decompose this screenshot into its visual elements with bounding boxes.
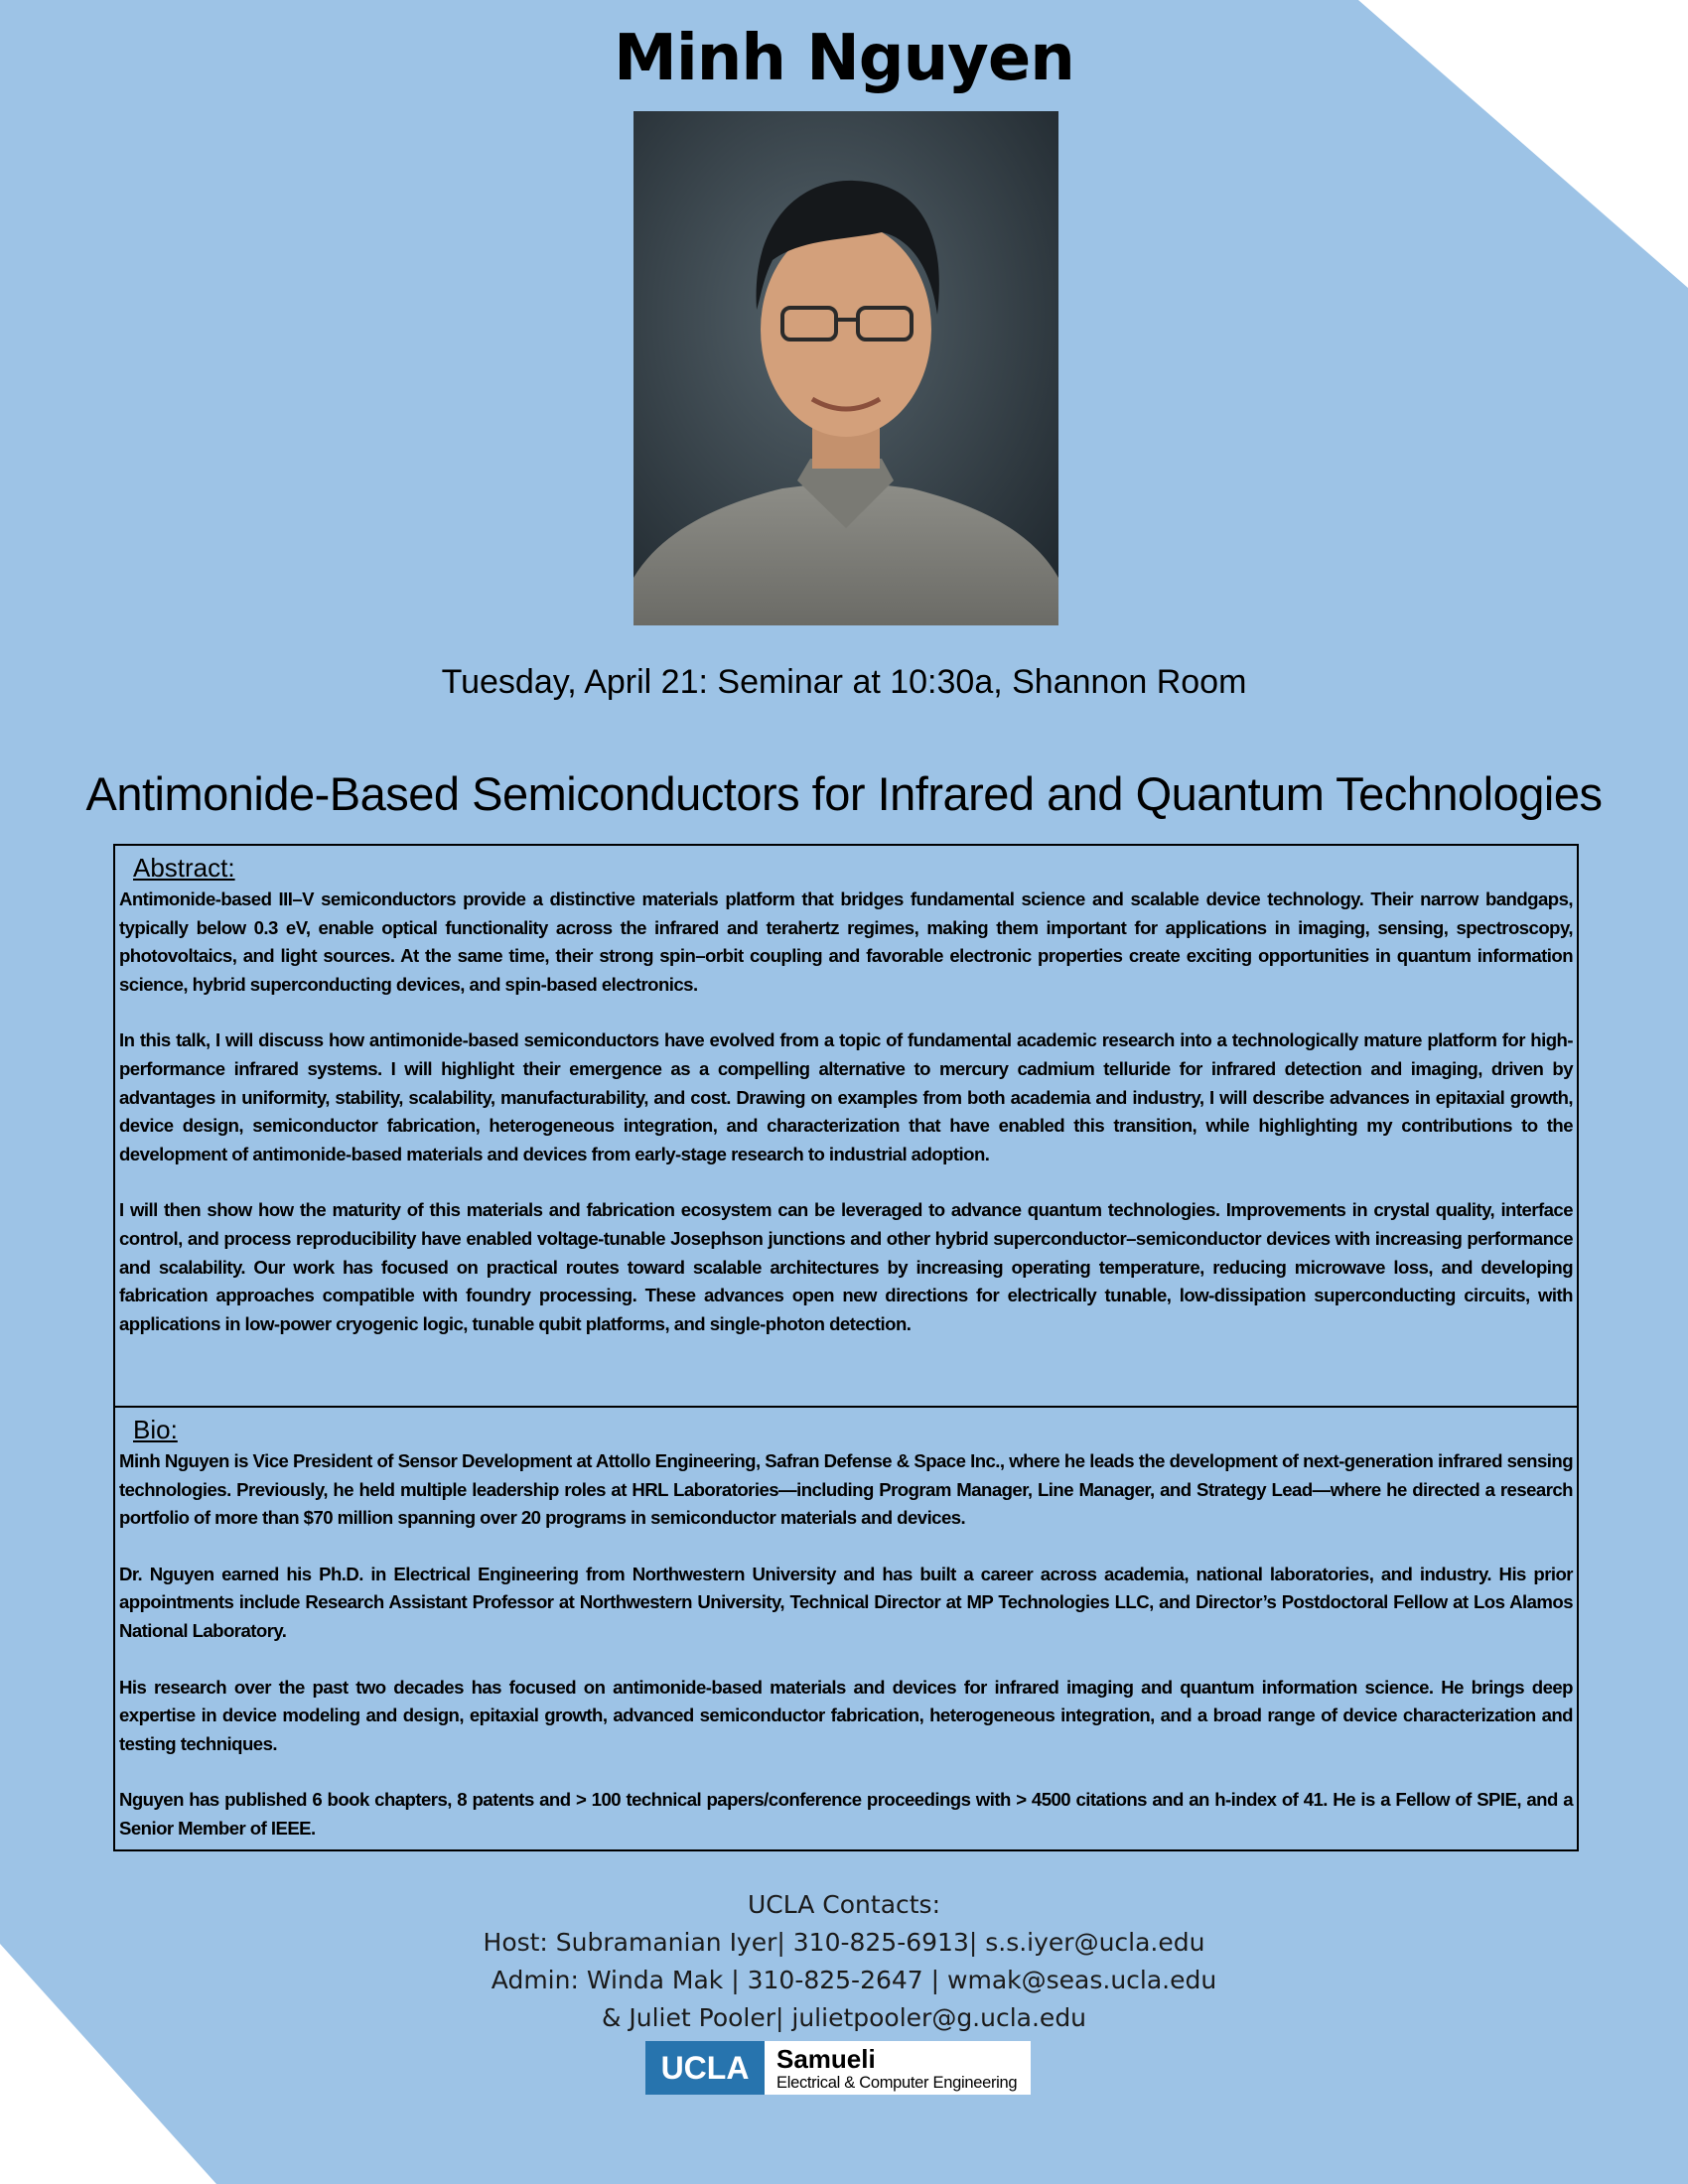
abstract-bio-box xyxy=(113,844,1579,1851)
bio-heading: Bio: xyxy=(133,1415,178,1444)
speaker-name: Minh Nguyen xyxy=(614,22,1074,95)
bio-paragraph: Minh Nguyen is Vice President of Sensor Development at Attollo Engineering, Safran Defense & Space Inc., where he leads the development of next-generation infrared sensing technologies. Previously, he held multiple leadership roles at HRL Laboratories—including Program Manager, Line Manager, and Strategy Lead—where he directed a research portfolio of more than $70 million spanning over 20 programs in semiconductor materials and devices. xyxy=(119,1450,1573,1529)
abstract-paragraph: Antimonide-based III–V semiconductors provide a distinctive materials platform that bridges fundamental science and scalable device technology. Their narrow bandgaps, typically below 0.3 eV, enable optical functionality across the infrared and terahertz regimes, making them important for applications in imaging, sensing, spectroscopy, photovoltaics, and light sources. At the same time, their strong spin–orbit coupling and favorable electronic properties create exciting opportunities in quantum information science, hybrid superconducting devices, and spin-based electronics. xyxy=(119,888,1573,995)
bio-paragraph: His research over the past two decades has focused on antimonide-based materials and devices for infrared imaging and quantum information science. He brings deep expertise in device modeling and design, epitaxial growth, advanced semiconductor fabrication, heterogeneous integration, and a broad range of device characterization and testing techniques. xyxy=(119,1676,1573,1754)
ucla-wordmark: UCLA xyxy=(645,2041,765,2095)
bio-paragraph: Nguyen has published 6 book chapters, 8 patents and > 100 technical papers/conference proceedings with > 4500 citations and an h-index of 41. He is a Fellow of SPIE, and a Senior Member of IEEE. xyxy=(119,1789,1573,1839)
abstract-paragraph: In this talk, I will discuss how antimonide-based semiconductors have evolved from a topic of fundamental academic research into a technologically mature platform for high-performance infrared systems. I will highlight their emergence as a compelling alternative to mercury cadmium telluride for infrared detection and imaging, driven by advantages in uniformity, stability, scalability, manufacturability, and cost. Drawing on examples from both academia and industry, I will describe advances in epitaxial growth, device design, semiconductor fabrication, heterogeneous integration, and characterization that have enabled this transition, while highlighting my contributions to the development of antimonide-based materials and devices from early-stage research to industrial adoption. xyxy=(119,1029,1573,1164)
bio-paragraph: Dr. Nguyen earned his Ph.D. in Electrical Engineering from Northwestern University and has built a career across academia, national laboratories, and industry. His prior appointments include Research Assistant Professor at Northwestern University, Technical Director at MP Technologies LLC, and Director’s Postdoctoral Fellow at Los Alamos National Laboratory. xyxy=(119,1563,1573,1641)
talk-title: Antimonide-Based Semiconductors for Infrared and Quantum Technologies xyxy=(85,767,1603,820)
admin-contact: Admin: Winda Mak | 310-825-2647 | wmak@seas.ucla.edu xyxy=(491,1966,1217,1994)
ucla-samueli-logo xyxy=(645,2041,1031,2095)
samueli-wordmark xyxy=(765,2041,1031,2095)
ucla-contacts xyxy=(0,1886,1688,2037)
abstract-heading: Abstract: xyxy=(133,853,235,883)
bio-section xyxy=(115,1406,1577,1849)
host-contact: Host: Subramanian Iyer| 310-825-6913| s.s.iyer@ucla.edu xyxy=(483,1928,1205,1957)
samueli-name: Samueli xyxy=(776,2044,876,2074)
admin-contact-secondary: & Juliet Pooler| julietpooler@g.ucla.edu xyxy=(601,2003,1087,2032)
speaker-portrait xyxy=(633,111,1058,625)
abstract-section xyxy=(115,846,1577,1406)
abstract-paragraph: I will then show how the maturity of this materials and fabrication ecosystem can be leveraged to advance quantum technologies. Improvements in crystal quality, interface control, and process reproducibility have enabled voltage-tunable Josephson junctions and other hybrid superconductor–semiconductor devices with increasing performance and scalability. Our work has focused on practical routes toward scalable architectures by increasing operating temperature, reducing microwave loss, and developing fabrication approaches compatible with foundry processing. These advances open new directions for electrically tunable, low-dissipation superconducting circuits, with applications in low-power cryogenic logic, tunable qubit platforms, and single-photon detection. xyxy=(119,1199,1573,1334)
seminar-datetime: Tuesday, April 21: Seminar at 10:30a, Shannon Room xyxy=(441,663,1247,701)
department-name: Electrical & Computer Engineering xyxy=(776,2074,1018,2092)
contacts-heading: UCLA Contacts: xyxy=(747,1890,941,1919)
